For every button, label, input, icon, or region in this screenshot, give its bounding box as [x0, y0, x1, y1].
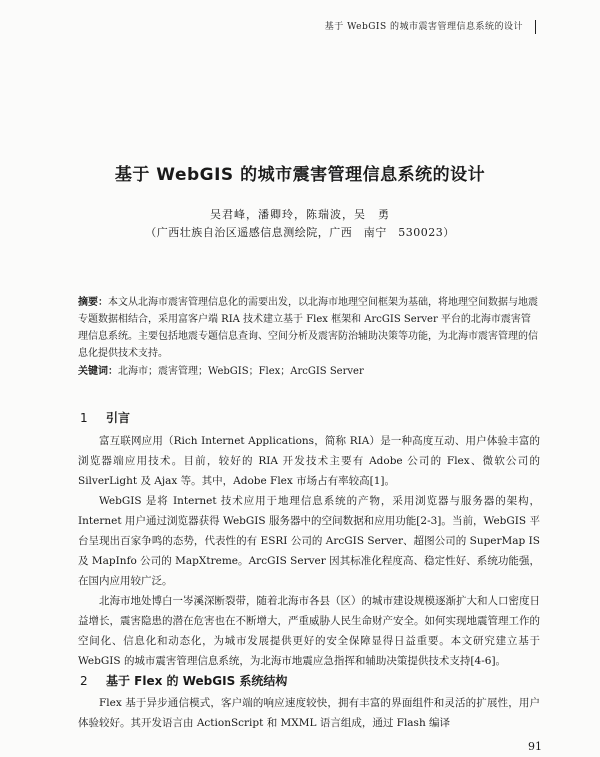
article-title: 基于 WebGIS 的城市震害管理信息系统的设计: [114, 165, 486, 185]
keywords: [78, 362, 538, 377]
keywords-text: 北海市；震害管理；WebGIS；Flex；ArcGIS Server: [118, 366, 364, 377]
section-2-number: 2: [80, 674, 88, 688]
section-2-body: [78, 693, 540, 733]
abstract-label: 摘要：: [78, 297, 108, 308]
section-1-paragraph: 富互联网应用（Rich Internet Applications，简称 RIA）是一种高度互动、用户体验丰富的浏览器端应用技术。目前，较好的 RIA 开发技术主要有 Adobe 公司的 Flex、微软公司的 SilverLight 及 Ajax 等。其中，Adobe Flex 市场占有率较高[1]。: [78, 435, 540, 487]
section-1-paragraph: WebGIS 是将 Internet 技术应用于地理信息系统的产物，采用浏览器与服务器的架构，Internet 用户通过浏览器获得 WebGIS 服务器中的空间数据和应用功能[2-3]。当前，WebGIS 平台呈现出百家争鸣的态势，代表性的有 ESRI 公司的 ArcGIS Server、超图公司的 SuperMap IS 及 MapInfo 公司的 MapXtreme。ArcGIS Server 因其标准化程度高、稳定性好、系统功能强，在国内应用较广泛。: [78, 495, 540, 587]
section-1-paragraph: 北海市地处博白一岑溪深断裂带，随着北海市各县（区）的城市建设规模逐渐扩大和人口密度日益增长，震害隐患的潜在危害也在不断增大，严重威胁人民生命财产安全。如何实现地震管理工作的空间化、信息化和动态化，为城市发展提供更好的安全保障显得日益重要。本文研究建立基于 WebGIS 的城市震害管理信息系统，为北海市地震应急指挥和辅助决策提供技术支持[4-6]。: [78, 595, 540, 667]
section-1-number: 1: [80, 411, 88, 425]
abstract: [78, 294, 538, 362]
article-authors: 吴君峰，潘卿玲，陈瑞波，吴 勇: [210, 208, 390, 221]
section-2-title: 基于 Flex 的 WebGIS 系统结构: [106, 674, 288, 688]
keywords-label: 关键词：: [78, 366, 118, 377]
section-2-paragraph: Flex 基于异步通信模式，客户端的响应速度较快，拥有丰富的界面组件和灵活的扩展性，用户体验较好。其开发语言由 ActionScript 和 MXML 语言组成，通过 Flash 编译: [78, 697, 540, 729]
section-1-body: [78, 431, 540, 671]
article-affiliation: （广西壮族自治区遥感信息测绘院，广西 南宁 530023）: [145, 226, 455, 239]
abstract-text: 本文从北海市震害管理信息化的需要出发，以北海市地理空间框架为基础，将地理空间数据与地震专题数据相结合，采用富客户端 RIA 技术建立基于 Flex 框架和 ArcGIS Server 平台的北海市震害管理信息系统。主要包括地震专题信息查询、空间分析及震害防治辅助决策等功能，为北海市震害管理的信息化提供技术支持。: [78, 297, 538, 359]
section-1-title: 引言: [106, 411, 131, 425]
page-number: 91: [528, 740, 542, 753]
running-header: 基于 WebGIS 的城市震害管理信息系统的设计: [325, 20, 536, 34]
section-2-heading: [80, 672, 287, 689]
section-1-heading: [80, 409, 130, 426]
